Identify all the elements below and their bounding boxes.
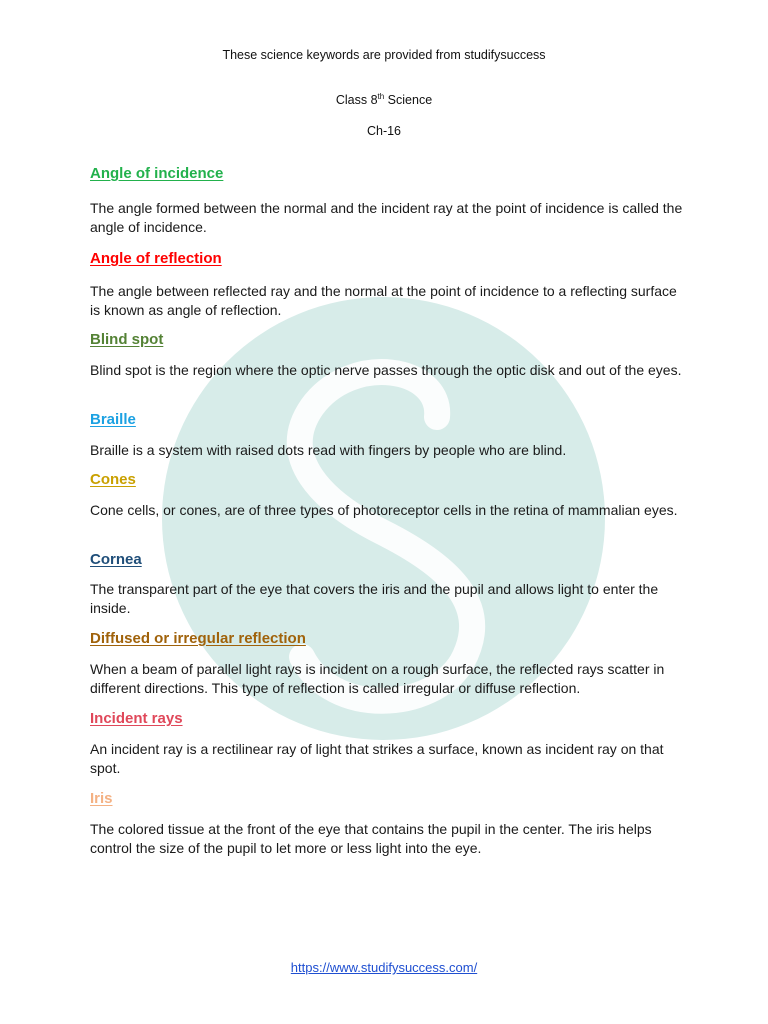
footer-website-link[interactable]: https://www.studifysuccess.com/ — [290, 960, 478, 975]
term-heading: Angle of reflection — [90, 250, 222, 267]
class-prefix: Class 8 — [335, 93, 378, 107]
term-definition: The transparent part of the eye that covers the iris and the pupil and allows light to enter the inside. — [90, 581, 659, 616]
term-heading: Blind spot — [90, 331, 164, 348]
term-heading: Braille — [90, 411, 136, 428]
term-heading: Diffused or irregular reflection — [90, 630, 306, 647]
term-definition: The angle between reflected ray and the normal at the point of incidence to a reflecting surface is known as angle of reflection. — [90, 283, 677, 318]
term-heading: Incident rays — [90, 710, 183, 727]
term-definition: Braille is a system with raised dots read with fingers by people who are blind. — [90, 442, 567, 458]
source-note: These science keywords are provided from studifysuccess — [222, 48, 546, 62]
term-definition: The colored tissue at the front of the eye that contains the pupil in the center. The iris helps control the size of the pupil to let more or less light into the eye. — [90, 821, 652, 856]
term-definition: Blind spot is the region where the optic nerve passes through the optic disk and out of the eyes. — [90, 362, 682, 378]
class-superscript: th — [377, 91, 385, 101]
class-title — [0, 93, 768, 107]
term-heading: Cones — [90, 471, 136, 488]
term-heading: Cornea — [90, 551, 142, 568]
term-definition: When a beam of parallel light rays is incident on a rough surface, the reflected rays scatter in different directions. This type of reflection is called irregular or diffuse reflection. — [90, 661, 665, 696]
term-definition: An incident ray is a rectilinear ray of light that strikes a surface, known as incident ray on that spot. — [90, 741, 664, 776]
chapter-title: Ch-16 — [366, 124, 402, 138]
term-definition: The angle formed between the normal and the incident ray at the point of incidence is called the angle of incidence. — [90, 200, 683, 235]
term-heading: Iris — [90, 790, 113, 807]
class-suffix: Science — [384, 93, 433, 107]
term-definition: Cone cells, or cones, are of three types of photoreceptor cells in the retina of mammalian eyes. — [90, 502, 678, 518]
term-heading: Angle of incidence — [90, 165, 224, 182]
